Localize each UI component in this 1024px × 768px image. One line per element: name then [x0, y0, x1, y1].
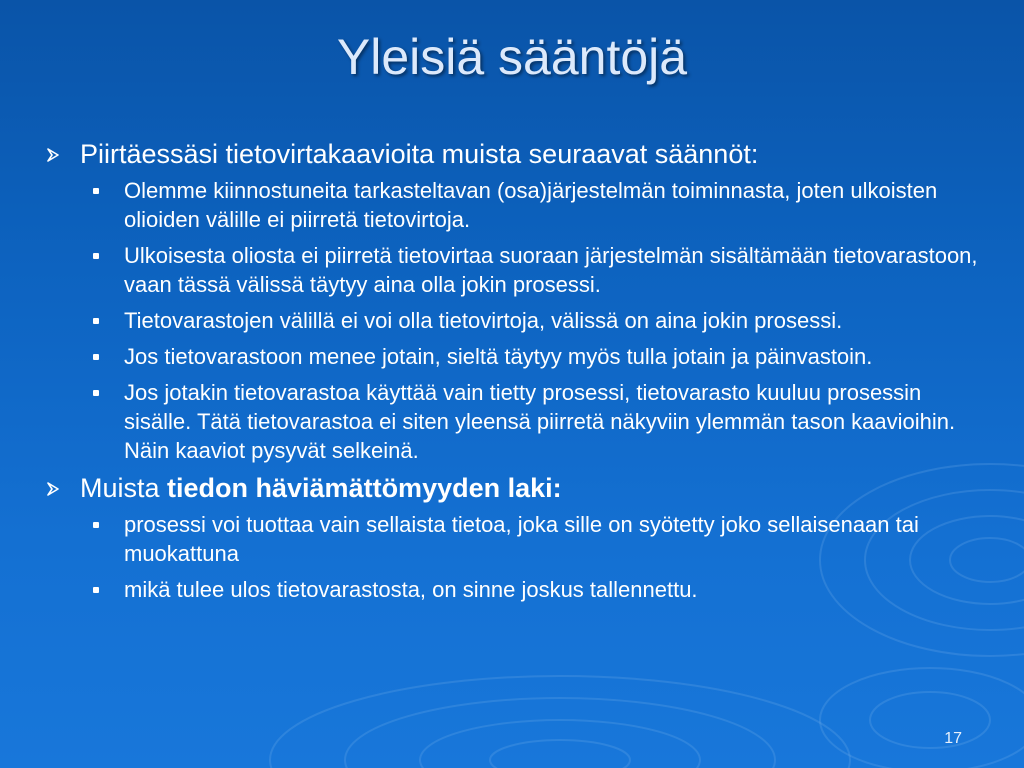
sub-bullet: [46, 306, 996, 335]
slide-title: Yleisiä sääntöjä: [336, 29, 688, 85]
arrow-bullet-icon: [46, 148, 60, 162]
dot-bullet-icon: [93, 390, 99, 396]
sub-bullet: [46, 378, 996, 465]
bullet-rules: [46, 138, 996, 170]
dot-bullet-icon: [93, 253, 99, 259]
arrow-bullet-icon: [46, 482, 60, 496]
dot-bullet-icon: [93, 188, 99, 194]
sub-bullet: [46, 176, 996, 234]
slide-content: [46, 138, 996, 611]
sub-bullet: [46, 241, 996, 299]
bullet-text-prefix: Muista: [80, 473, 168, 503]
bullet-law: [46, 472, 996, 504]
sub-bullet-text: Tietovarastojen välillä ei voi olla tietovirtoja, välissä on aina jokin prosessi.: [124, 308, 843, 333]
page-number: 17: [944, 730, 962, 747]
dot-bullet-icon: [93, 318, 99, 324]
sub-bullet-text: Jos jotakin tietovarastoa käyttää vain tietty prosessi, tietovarasto kuuluu prosessin sisälle. Tätä tietovarastoa ei siten yleensä piirretä näkyviin ylemmän tason kaavioihin. Näin kaaviot pysyvät selkeinä.: [124, 380, 956, 463]
sub-bullet-text: prosessi voi tuottaa vain sellaista tietoa, joka sille on syötetty joko sellaisenaan tai muokattuna: [124, 512, 919, 566]
sub-bullet-text: Jos tietovarastoon menee jotain, sieltä täytyy myös tulla jotain ja päinvastoin.: [124, 344, 873, 369]
sub-bullet-text: mikä tulee ulos tietovarastosta, on sinne joskus tallennettu.: [124, 577, 698, 602]
dot-bullet-icon: [93, 354, 99, 360]
sub-bullet: [46, 342, 996, 371]
sub-bullet: [46, 510, 996, 568]
sub-bullet: [46, 575, 996, 604]
bullet-text-bold: tiedon häviämättömyyden laki:: [167, 473, 562, 503]
bullet-text: Piirtäessäsi tietovirtakaavioita muista seuraavat säännöt:: [80, 139, 759, 169]
sub-bullet-text: Olemme kiinnostuneita tarkasteltavan (osa)järjestelmän toiminnasta, joten ulkoisten olioiden välille ei piirretä tietovirtoja.: [124, 178, 938, 232]
sub-bullet-text: Ulkoisesta oliosta ei piirretä tietovirtaa suoraan järjestelmän sisältämään tietovarastoon, vaan tässä välissä täytyy aina olla jokin prosessi.: [124, 243, 978, 297]
dot-bullet-icon: [93, 522, 99, 528]
dot-bullet-icon: [93, 587, 99, 593]
